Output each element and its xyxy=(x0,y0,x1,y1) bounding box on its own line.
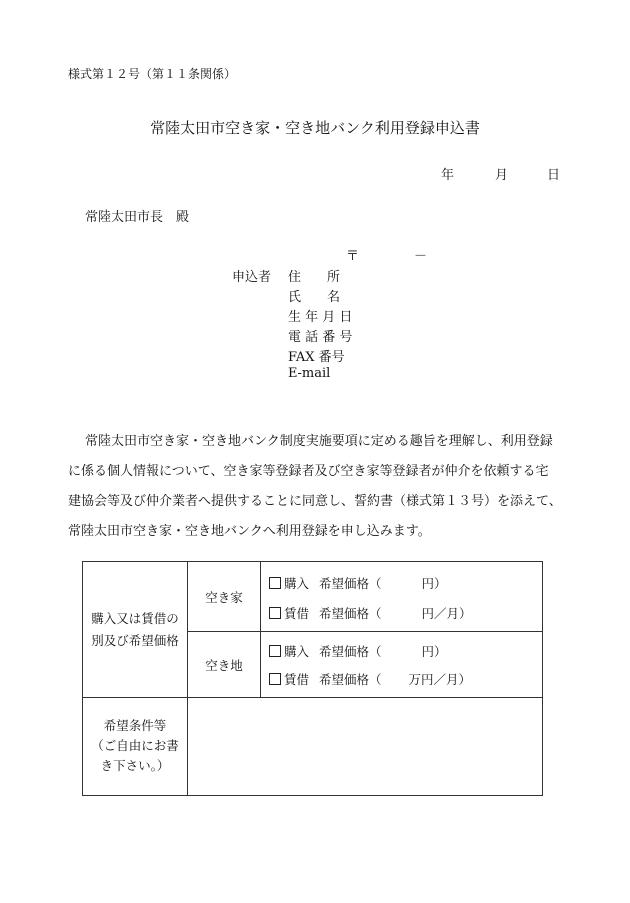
body-line-2: に係る個人情報について、空き家等登録者及び空き家等登録者が仲介を依頼する宅 xyxy=(68,464,549,479)
akiya-purchase-label: 希望価格（ xyxy=(319,576,382,591)
akiya-purchase-type: 購入 xyxy=(284,576,310,591)
form-number: 様式第１２号（第１１条関係） xyxy=(68,67,237,81)
field-fax: FAX 番号 xyxy=(288,350,345,365)
checkbox-icon[interactable] xyxy=(269,673,281,685)
body-line-1: 常陸太田市空き家・空き地バンク制度実施要項に定める趣旨を理解し、利用登録 xyxy=(85,434,553,449)
preferences-header xyxy=(83,698,188,796)
akiya-label: 空き家 xyxy=(188,562,261,632)
addressee: 常陸太田市長 殿 xyxy=(85,210,190,225)
akichi-purchase-unit: 円） xyxy=(421,644,447,659)
price-header-line2: 別及び希望価格 xyxy=(91,632,179,648)
field-name: 氏 名 xyxy=(288,290,341,305)
application-table xyxy=(82,561,543,796)
akiya-rent-unit: 円／月） xyxy=(421,606,472,621)
price-row-header xyxy=(83,562,188,698)
applicant-label: 申込者 xyxy=(232,270,272,285)
akichi-options xyxy=(261,632,543,698)
body-line-4: 常陸太田市空き家・空き地バンクへ利用登録を申し込みます。 xyxy=(68,524,431,539)
pref-line3: き下さい。） xyxy=(100,758,170,773)
field-email: E‐mail xyxy=(288,366,331,381)
body-line-3: 建協会等及び仲介業者へ提供することに同意し、誓約書（様式第１３号）を添えて、 xyxy=(68,494,562,509)
akiya-rent-type: 賃借 xyxy=(284,606,310,621)
checkbox-icon[interactable] xyxy=(269,607,281,619)
akichi-purchase-label: 希望価格（ xyxy=(319,644,382,659)
akichi-purchase-type: 購入 xyxy=(284,644,310,659)
akiya-rent-option[interactable] xyxy=(269,604,472,622)
page-title: 常陸太田市空き家・空き地バンク利用登録申込書 xyxy=(150,119,480,137)
akiya-rent-label: 希望価格（ xyxy=(319,606,382,621)
akichi-label: 空き地 xyxy=(188,632,261,698)
field-phone: 電 話 番 号 xyxy=(288,330,353,345)
pref-line2: （ご自由にお書 xyxy=(91,738,179,753)
akichi-rent-label: 希望価格（ xyxy=(319,672,382,687)
checkbox-icon[interactable] xyxy=(269,577,281,589)
akiya-purchase-unit: 円） xyxy=(421,576,447,591)
date-month: 月 xyxy=(495,168,509,183)
postal-dash: － xyxy=(414,249,428,264)
akichi-rent-option[interactable] xyxy=(269,670,471,688)
date-day: 日 xyxy=(547,168,561,183)
date-year: 年 xyxy=(441,168,455,183)
akichi-rent-type: 賃借 xyxy=(284,672,310,687)
postal-mark: 〒 xyxy=(346,249,360,264)
akichi-purchase-option[interactable] xyxy=(269,642,447,660)
pref-line1: 希望条件等 xyxy=(103,718,167,733)
price-header-line1: 購入又は賃借の xyxy=(91,610,179,626)
akichi-rent-unit: 万円／月） xyxy=(408,672,472,687)
preferences-field[interactable] xyxy=(188,698,543,796)
checkbox-icon[interactable] xyxy=(269,645,281,657)
field-birthdate: 生 年 月 日 xyxy=(288,310,353,325)
akiya-purchase-option[interactable] xyxy=(269,574,447,592)
akiya-options xyxy=(261,562,543,632)
field-address: 住 所 xyxy=(288,270,341,285)
